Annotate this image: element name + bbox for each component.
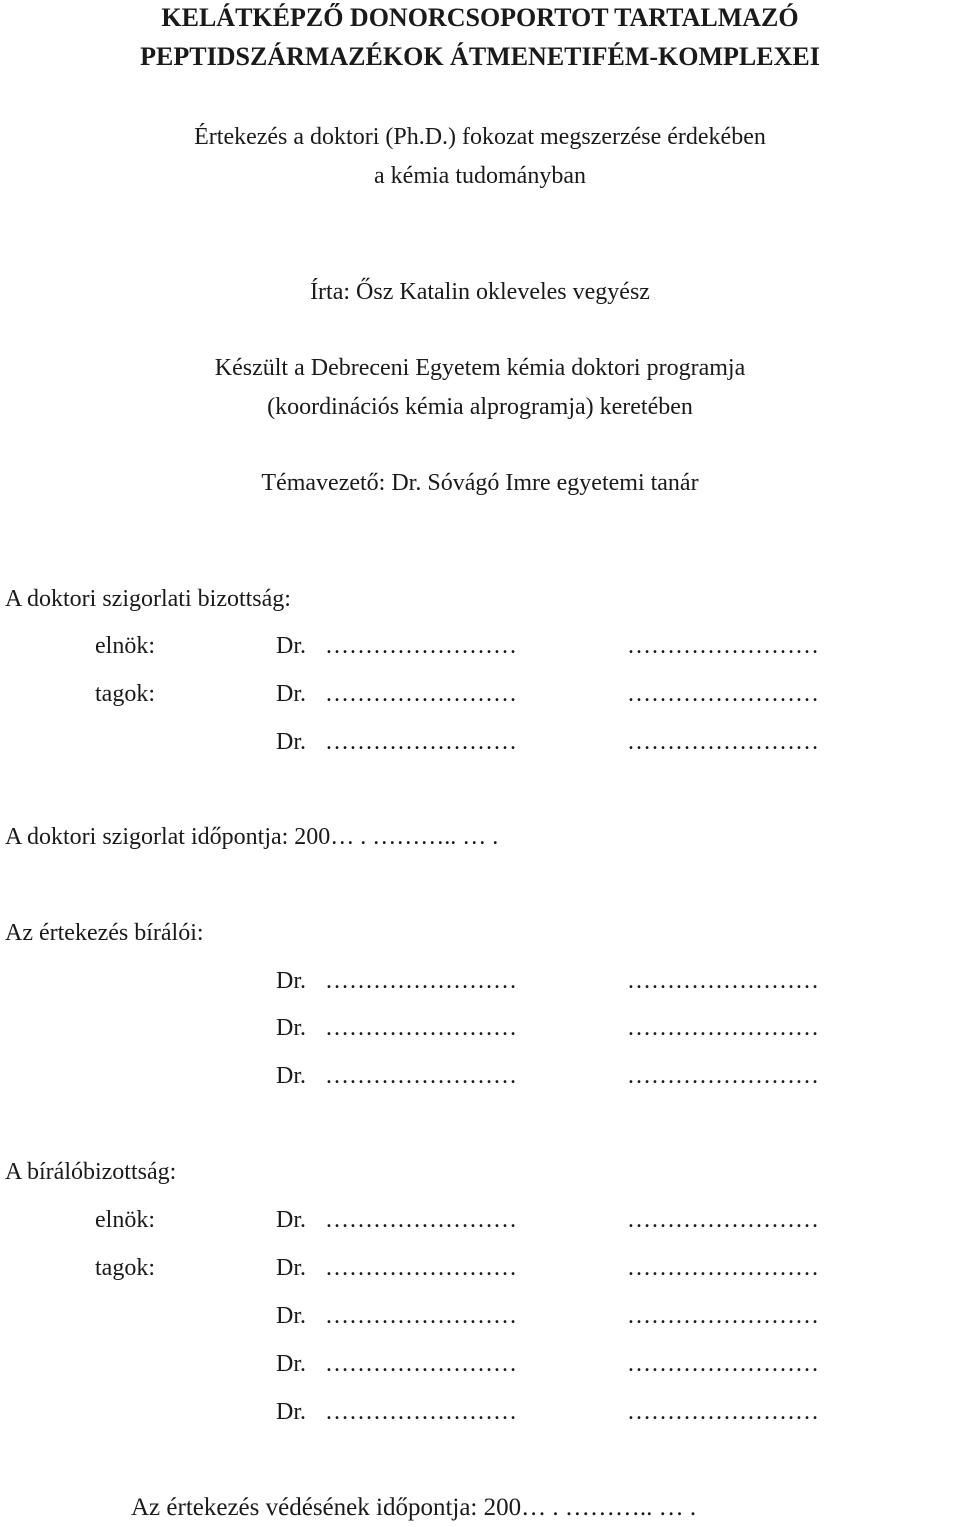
reviewer-entry-blank: ……………………	[627, 1015, 819, 1041]
review-committee-members-label: tagok:	[95, 1255, 155, 1281]
review-committee-entry-prefix: Dr.	[276, 1207, 306, 1233]
exam-committee-members-label: tagok:	[95, 681, 155, 707]
author-line: Írta: Ősz Katalin okleveles vegyész	[310, 279, 650, 305]
review-committee-entry-blank: ……………………	[627, 1399, 819, 1425]
reviewer-entry-prefix: Dr.	[276, 1015, 306, 1041]
supervisor-line: Témavezető: Dr. Sóvágó Imre egyetemi tanár	[261, 470, 699, 496]
review-committee-entry-blank: ……………………	[325, 1351, 517, 1377]
review-committee-entry-blank: ……………………	[627, 1303, 819, 1329]
defense-date-line: Az értekezés védésének időpontja: 200… . ……….. … .	[131, 1494, 697, 1521]
reviewer-entry-blank: ……………………	[325, 1015, 517, 1041]
review-committee-entry-blank: ……………………	[627, 1207, 819, 1233]
review-committee-entry-prefix: Dr.	[276, 1303, 306, 1329]
reviewer-entry-blank: ……………………	[325, 968, 517, 994]
exam-date-line: A doktori szigorlat időpontja: 200… . ……….. … .	[5, 824, 499, 850]
review-committee-entry-prefix: Dr.	[276, 1255, 306, 1281]
thesis-title-line-2: PEPTIDSZÁRMAZÉKOK ÁTMENETIFÉM-KOMPLEXEI	[140, 42, 820, 71]
review-committee-entry-blank: ……………………	[325, 1207, 517, 1233]
reviewer-entry-prefix: Dr.	[276, 968, 306, 994]
exam-committee-entry-blank: ……………………	[325, 681, 517, 707]
review-committee-heading: A bírálóbizottság:	[5, 1159, 177, 1185]
review-committee-entry-blank: ……………………	[627, 1351, 819, 1377]
exam-committee-entry-blank: ……………………	[325, 729, 517, 755]
exam-committee-entry-prefix: Dr.	[276, 681, 306, 707]
reviewer-entry-blank: ……………………	[325, 1063, 517, 1089]
exam-committee-entry-prefix: Dr.	[276, 729, 306, 755]
reviewer-entry-prefix: Dr.	[276, 1063, 306, 1089]
review-committee-entry-blank: ……………………	[627, 1255, 819, 1281]
review-committee-chair-label: elnök:	[95, 1207, 155, 1233]
exam-committee-chair-label: elnök:	[95, 633, 155, 659]
exam-committee-heading: A doktori szigorlati bizottság:	[5, 586, 291, 612]
institution-line-1: Készült a Debreceni Egyetem kémia doktori programja	[214, 355, 746, 381]
purpose-line-2: a kémia tudományban	[374, 163, 586, 189]
review-committee-entry-prefix: Dr.	[276, 1399, 306, 1425]
exam-committee-entry-blank: ……………………	[627, 633, 819, 659]
review-committee-entry-blank: ……………………	[325, 1399, 517, 1425]
purpose-line-1: Értekezés a doktori (Ph.D.) fokozat megszerzése érdekében	[194, 124, 766, 150]
exam-committee-entry-prefix: Dr.	[276, 633, 306, 659]
review-committee-entry-prefix: Dr.	[276, 1351, 306, 1377]
reviewer-entry-blank: ……………………	[627, 1063, 819, 1089]
exam-committee-entry-blank: ……………………	[627, 681, 819, 707]
review-committee-entry-blank: ……………………	[325, 1255, 517, 1281]
reviewer-entry-blank: ……………………	[627, 968, 819, 994]
thesis-title-line-1: KELÁTKÉPZŐ DONORCSOPORTOT TARTALMAZÓ	[161, 3, 799, 32]
exam-committee-entry-blank: ……………………	[627, 729, 819, 755]
reviewers-heading: Az értekezés bírálói:	[5, 920, 204, 946]
institution-line-2: (koordinációs kémia alprogramja) keretében	[267, 394, 693, 420]
exam-committee-entry-blank: ……………………	[325, 633, 517, 659]
review-committee-entry-blank: ……………………	[325, 1303, 517, 1329]
